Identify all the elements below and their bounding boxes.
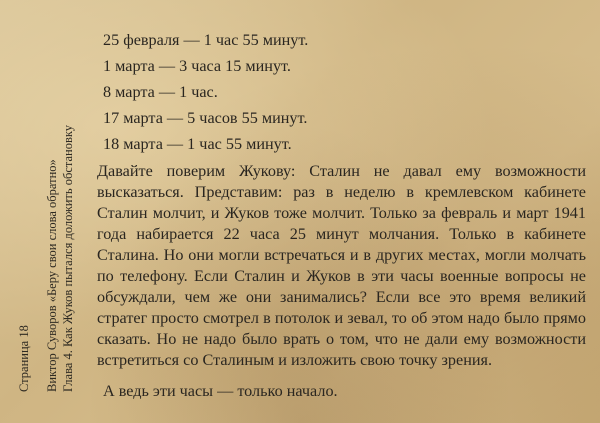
closing-line: А ведь эти часы — только начало. [103, 382, 338, 400]
chapter-title-label: Глава 4. Как Жуков пытался доложить обстановку [61, 124, 75, 392]
page-number-label: Страница 18 [17, 325, 31, 392]
date-line: 18 марта — 1 час 55 минут. [103, 135, 292, 153]
main-paragraph: Давайте поверим Жукову: Сталин не давал ему возможности высказаться. Представим: раз в неделю в кремлевском кабинете Сталин молчит, и Жуков тоже молчит. Только за февраль и март 1941 года набирается 22 часа 25 минут молчания. Только в кабинете Сталина. Но они могли встречаться и в других местах, могли молчать по телефону. Если Сталин и Жуков в эти часы военные вопросы не обсуждали, чем же они занимались? Если все это время великий стратег просто смотрел в потолок и зевал, то об этом надо было прямо сказать. Но не надо было врать о том, что не дали ему возможности встретиться со Сталиным и изложить свою точку зрения. [97, 162, 586, 369]
date-line: 1 марта — 3 часа 15 минут. [103, 57, 291, 75]
side-margin [0, 0, 86, 423]
date-line: 8 марта — 1 час. [103, 83, 218, 101]
text-body [97, 30, 592, 402]
date-line: 25 февраля — 1 час 55 минут. [103, 31, 309, 49]
paragraph-block [97, 161, 586, 402]
date-line: 17 марта — 5 часов 55 минут. [103, 109, 308, 127]
book-title-label: Виктор Суворов «Беру свои слова обратно» [45, 159, 59, 392]
